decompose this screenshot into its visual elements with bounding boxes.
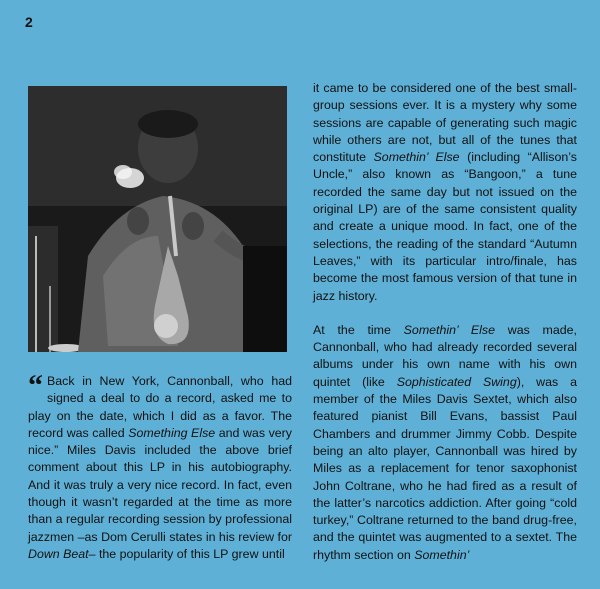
r2-seg-1: Somethin’ Else xyxy=(403,322,495,337)
left-seg-1: Something Else xyxy=(128,425,216,440)
r1-seg-1: Somethin’ Else xyxy=(373,150,460,165)
r2-seg-4: ), was a member of the Miles Davis Sextet, which also featured pianist Bill Evans, bassist Paul Chambers and drummer Jimmy Cobb. Despite being an alto player, Cannonball was hired by Miles as a replacement for tenor saxophonist John Coltrane, who he had fired as a result of the latter’s narcotics addiction. After going “cold turkey,” Coltrane returned to the band drug-free, and the quintet was augmented to a sextet. The rhythm section on xyxy=(313,374,577,562)
left-seg-0: Back in New York, Cannonball, who had signed a deal to do a record, asked me to play on the date, which I did as a favor. The record was called xyxy=(28,374,292,440)
r2-seg-5: Somethin’ xyxy=(414,547,470,562)
left-seg-2: and was very nice.” Miles Davis included the above brief comment about this LP in his autobiography. And it was truly a very nice record. In fact, even though it wasn’t regarded at the time as more than a regular recording session by professional jazzmen –as Dom Cerulli states in his review for xyxy=(28,425,292,544)
photo-illustration xyxy=(28,86,287,352)
r2-seg-3: Sophisticated Swing xyxy=(396,374,517,389)
right-paragraph-1 xyxy=(313,80,577,305)
right-paragraph-2 xyxy=(313,322,577,564)
r2-seg-0: At the time xyxy=(313,322,404,337)
left-column-text xyxy=(28,369,292,563)
saxophonist-photo xyxy=(28,86,287,352)
page-number: 2 xyxy=(25,14,33,30)
r1-seg-0: it came to be considered one of the best small-group sessions ever. It is a mystery why some sessions are capable of generating such magic while others are not, but all of the tunes that constitute xyxy=(313,81,577,165)
left-seg-4: – the popularity of this LP grew until xyxy=(88,546,285,561)
left-paragraph xyxy=(28,369,292,563)
r2-seg-2: was made, Cannonball, who had already recorded several albums under his own name with his own quintet (like xyxy=(313,322,577,389)
right-column-text xyxy=(313,80,577,564)
r1-seg-2: (including “Allison’s Uncle,” also known as “Bangoon,” a tune recorded the same day but not issued on the original LP) are of the same consistent quality and create a unique mood. In fact, one of the selections, the reading of the standard “Autumn Leaves,” with its particular intro/finale, has become the most famous version of that tune in jazz history. xyxy=(313,150,577,303)
left-seg-3: Down Beat xyxy=(28,546,89,561)
quote-mark: “ xyxy=(28,369,43,402)
